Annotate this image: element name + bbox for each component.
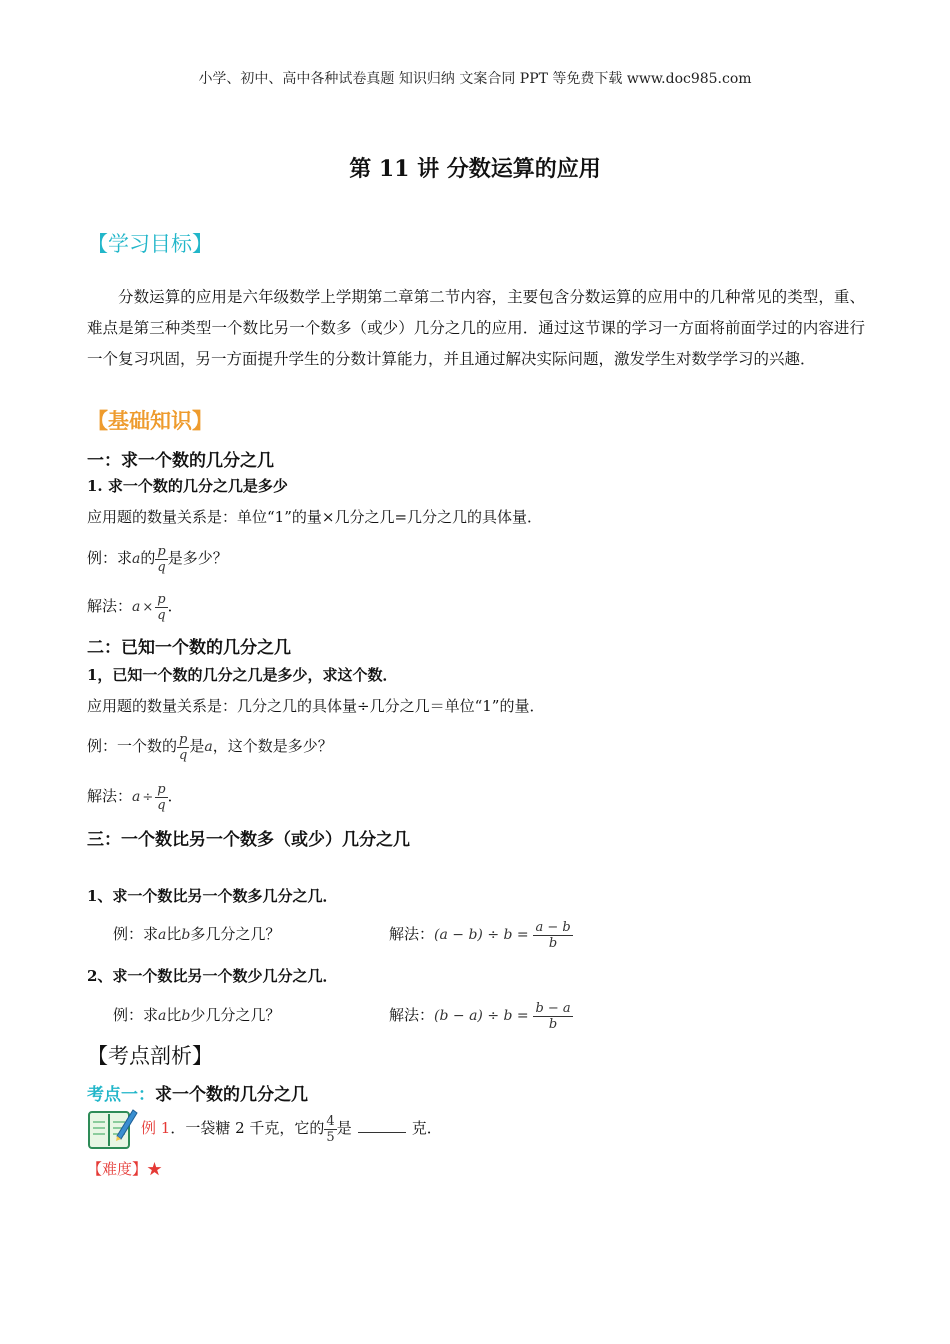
part2-solution — [87, 776, 183, 816]
kaodian-title: 求一个数的几分之几 — [155, 1085, 308, 1105]
part1-example-suffix: 是多少？ — [167, 549, 228, 567]
difficulty — [87, 1158, 162, 1179]
part2-example-prefix: 例：一个数的 — [87, 737, 178, 755]
part1-solution-label: 解法： — [87, 597, 133, 615]
part1-example-fraction — [155, 544, 167, 575]
part3-heading: 三：一个数比另一个数多（或少）几分之几 — [87, 830, 410, 850]
fraction-numerator: b − a — [535, 1000, 571, 1016]
var-a: a — [158, 1008, 167, 1024]
star-icon: ★ — [147, 1160, 163, 1178]
fraction-denominator: q — [179, 747, 188, 763]
fraction-denominator: 5 — [326, 1129, 335, 1145]
fraction-denominator: q — [157, 559, 166, 575]
example1-fraction — [324, 1114, 336, 1145]
example-suffix: 多几分之几？ — [190, 925, 281, 943]
solution-fraction — [533, 920, 572, 951]
part3-subheading-more: 1、求一个数比另一个数多几分之几． — [87, 887, 338, 905]
solution-fraction — [533, 1001, 572, 1032]
example1-text-a: ．一袋糖 2 千克，它的 — [170, 1119, 325, 1137]
solution-label: 解法： — [389, 925, 435, 943]
page-title: 第 11 讲 分数运算的应用 — [349, 156, 601, 182]
var-b: b — [181, 1008, 191, 1024]
section-analysis: 【考点剖析】 — [87, 1044, 213, 1068]
part2-example — [87, 726, 333, 766]
kaodian-label: 考点一： — [87, 1085, 155, 1105]
part2-solution-var: a — [132, 789, 141, 805]
part1-solution-var: a — [132, 599, 141, 615]
part1-solution — [87, 586, 183, 626]
part2-subheading: 1，已知一个数的几分之几是多少，求这个数． — [87, 666, 398, 684]
part2-example-fraction — [177, 732, 189, 763]
part1-example-prefix: 例：求 — [87, 549, 133, 567]
intro-paragraph — [87, 282, 865, 375]
example-mid: 比 — [166, 925, 182, 943]
solution-expression: (a − b) ÷ b = — [434, 927, 529, 943]
part1-example-var: a — [132, 551, 141, 567]
example-prefix: 例：求 — [113, 925, 159, 943]
intro-text: 分数运算的应用是六年级数学上学期第二章第二节内容，主要包含分数运算的应用中的几种常见的类型，重、难点是第三种类型一个数比另一个数多（或少）几分之几的应用．通过这节课的学习一方面将前面学过的内容进行一个复习巩固，另一方面提升学生的分数计算能力，并且通过解决实际问题，激发学生对数学学习的兴趣． — [87, 288, 865, 368]
part2-solution-label: 解法： — [87, 787, 133, 805]
multiply-sign: × — [142, 600, 154, 615]
part1-example — [87, 538, 228, 578]
part3-solution-more — [389, 914, 573, 954]
divide-sign: ÷ — [142, 790, 154, 805]
fraction-denominator: b — [548, 1016, 558, 1032]
part2-solution-fraction — [155, 782, 167, 813]
page-header: 小学、初中、高中各种试卷真题 知识归纳 文案合同 PPT 等免费下载 www.doc985.com — [198, 71, 752, 87]
notebook-pen-icon — [87, 1106, 139, 1150]
var-a: a — [158, 927, 167, 943]
example1-text-c: 克． — [411, 1119, 442, 1137]
example1-label: 例 1 — [141, 1119, 171, 1137]
part1-subheading: 1. 求一个数的几分之几是多少 — [87, 477, 288, 495]
fraction-numerator: p — [157, 543, 166, 559]
answer-blank[interactable] — [358, 1118, 406, 1133]
part1-heading: 一：求一个数的几分之几 — [87, 451, 274, 471]
fraction-numerator: 4 — [326, 1113, 335, 1129]
section-basic-knowledge: 【基础知识】 — [87, 408, 213, 433]
solution-label: 解法： — [389, 1006, 435, 1024]
fraction-numerator: p — [157, 781, 166, 797]
part2-example-mid: 是 — [189, 737, 205, 755]
difficulty-label: 【难度】 — [87, 1160, 148, 1178]
part2-heading: 二：已知一个数的几分之几 — [87, 638, 291, 658]
solution-expression: (b − a) ÷ b = — [434, 1008, 529, 1024]
section-learning-goal: 【学习目标】 — [87, 232, 213, 256]
part1-relation: 应用题的数量关系是：单位“1”的量×几分之几=几分之几的具体量． — [87, 508, 543, 526]
fraction-numerator: a − b — [535, 919, 571, 935]
part1-solution-end: ． — [167, 597, 183, 615]
part3-example-less — [113, 995, 280, 1035]
var-b: b — [181, 927, 191, 943]
example1 — [141, 1108, 442, 1148]
fraction-denominator: q — [157, 607, 166, 623]
example1-text-b: 是 — [336, 1119, 352, 1137]
part3-example-more — [113, 914, 280, 954]
part2-solution-end: ． — [167, 787, 183, 805]
example-suffix: 少几分之几？ — [190, 1006, 281, 1024]
part3-subheading-less: 2、求一个数比另一个数少几分之几． — [87, 967, 338, 985]
example-prefix: 例：求 — [113, 1006, 159, 1024]
part2-example-var: a — [204, 739, 213, 755]
part1-solution-fraction — [155, 592, 167, 623]
fraction-denominator: q — [157, 797, 166, 813]
part3-solution-less — [389, 995, 573, 1035]
example-mid: 比 — [166, 1006, 182, 1024]
part1-example-mid: 的 — [140, 549, 156, 567]
kaodian-heading — [87, 1080, 308, 1105]
fraction-numerator: p — [157, 591, 166, 607]
fraction-denominator: b — [548, 935, 558, 951]
fraction-numerator: p — [179, 731, 188, 747]
part2-example-suffix: ，这个数是多少？ — [212, 737, 333, 755]
part2-relation: 应用题的数量关系是：几分之几的具体量÷几分之几＝单位“1”的量． — [87, 697, 545, 715]
